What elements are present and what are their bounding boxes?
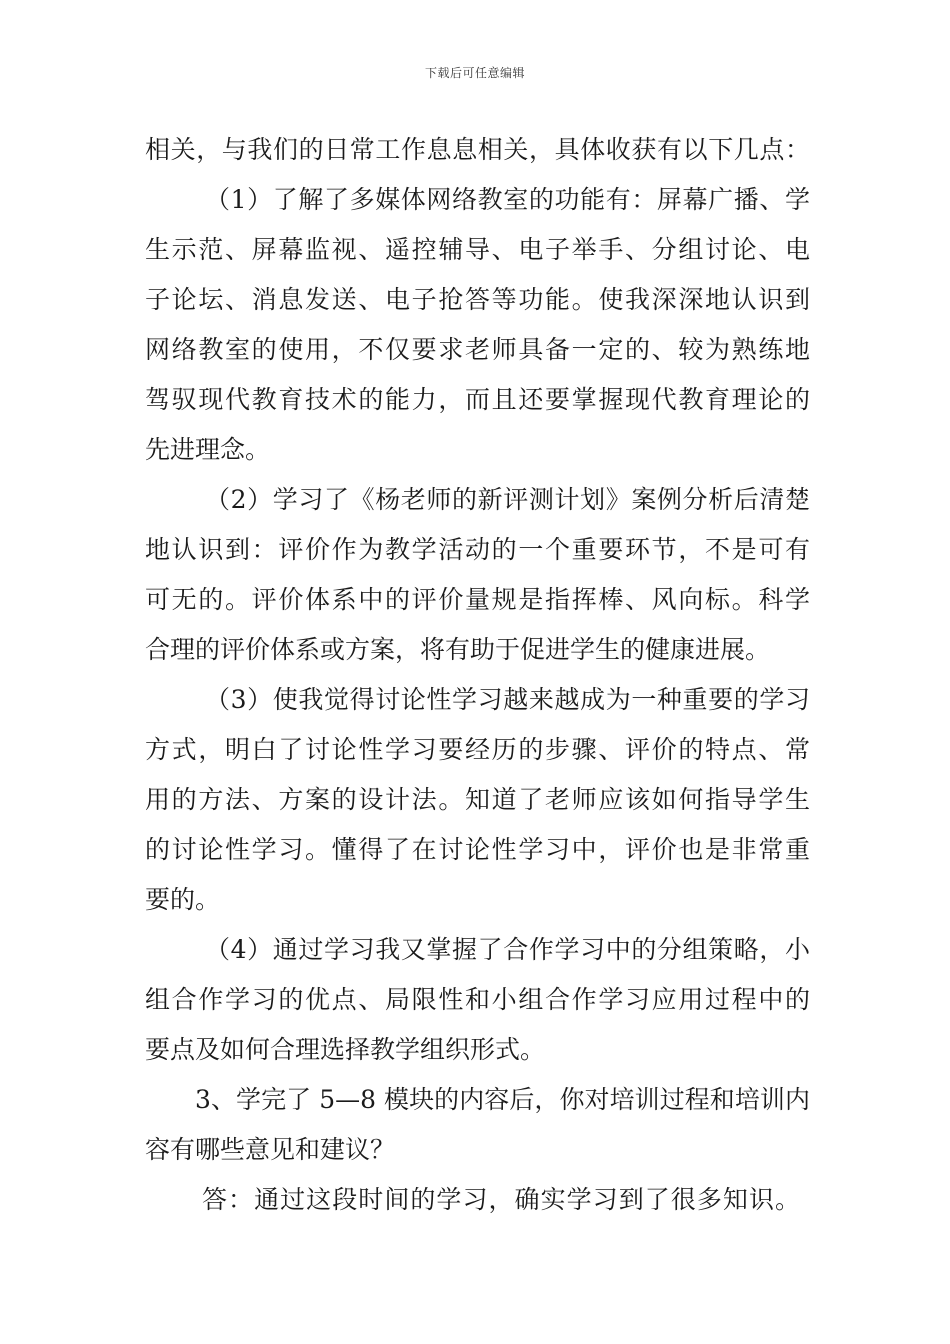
text-line: 合理的评价体系或方案，将有助于促进学生的健康进展。 [145, 635, 771, 664]
page-header: 下载后可任意编辑 [424, 66, 525, 80]
text-line: 生示范、屏幕监视、遥控辅导、电子举手、分组讨论、电 [145, 235, 810, 264]
text-line: 要点及如何合理选择教学组织形式。 [145, 1035, 546, 1064]
paragraph-line: （1）了解了多媒体网络教室的功能有：屏幕广播、学 [205, 185, 810, 214]
text-line: 先进理念。 [145, 435, 271, 464]
text-line: 用的方法、方案的设计法。知道了老师应该如何指导学生 [145, 785, 810, 814]
text-line: 相关，与我们的日常工作息息相关，具体收获有以下几点： [145, 135, 810, 164]
text-line: 网络教室的使用，不仅要求老师具备一定的、较为熟练地 [145, 335, 810, 364]
text-line: 方式，明白了讨论性学习要经历的步骤、评价的特点、常 [145, 735, 810, 764]
text-line: 组合作学习的优点、局限性和小组合作学习应用过程中的 [145, 985, 810, 1014]
text-line: 的讨论性学习。懂得了在讨论性学习中，评价也是非常重 [145, 835, 810, 864]
text-line: 要的。 [145, 885, 221, 914]
answer-line: 答：通过这段时间的学习，确实学习到了很多知识。 [202, 1185, 800, 1214]
question-line: 3、学完了 5—8 模块的内容后，你对培训过程和培训内 [195, 1085, 810, 1114]
text-line: 驾驭现代教育技术的能力，而且还要掌握现代教育理论的 [145, 385, 810, 414]
question-line: 容有哪些意见和建议？ [145, 1135, 396, 1164]
text-line: 可无的。评价体系中的评价量规是指挥棒、风向标。科学 [145, 585, 810, 614]
text-line: 地认识到：评价作为教学活动的一个重要环节，不是可有 [145, 535, 810, 564]
text-line: 子论坛、消息发送、电子抢答等功能。使我深深地认识到 [145, 285, 810, 314]
paragraph-line: （2）学习了《杨老师的新评测计划》案例分析后清楚 [205, 485, 810, 514]
paragraph-line: （4）通过学习我又掌握了合作学习中的分组策略，小 [205, 935, 810, 964]
paragraph-line: （3）使我觉得讨论性学习越来越成为一种重要的学习 [205, 685, 810, 714]
